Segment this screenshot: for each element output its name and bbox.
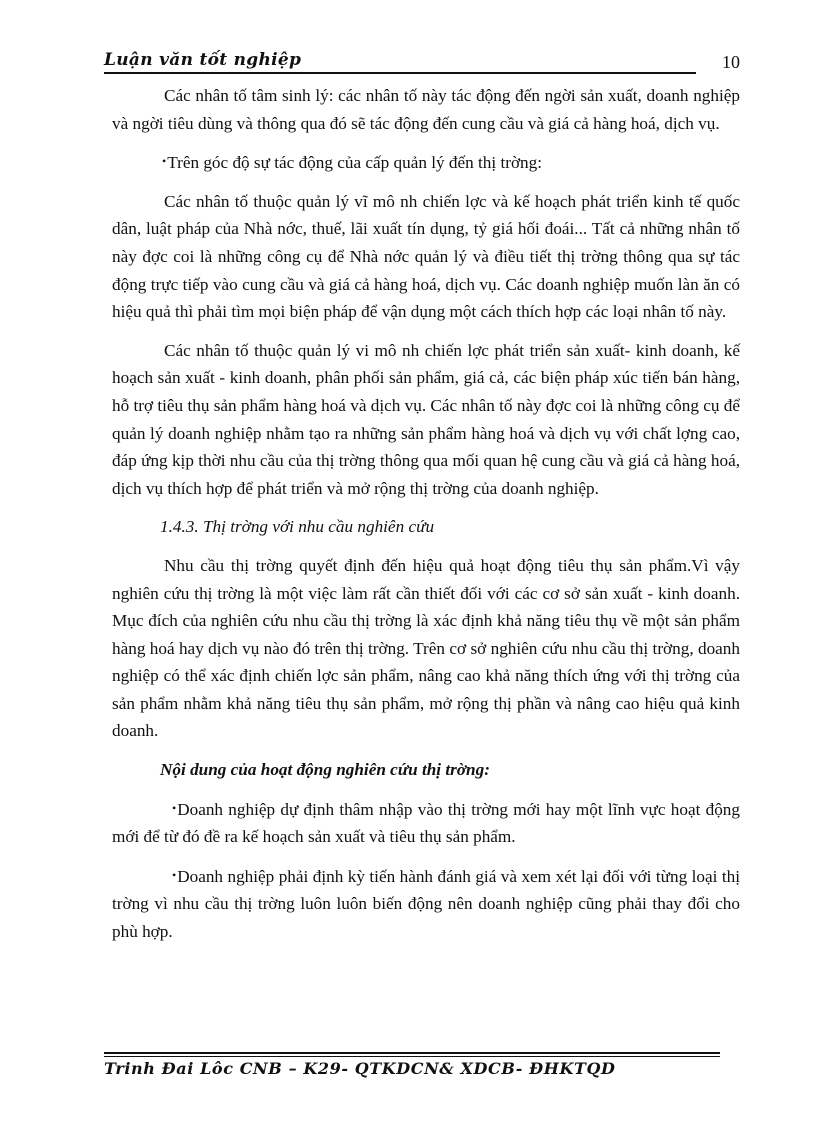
bullet-market-entry: [112, 795, 740, 851]
page-number: 10: [722, 52, 740, 72]
bullet-periodic-evaluation: [112, 862, 740, 946]
research-content-heading: Nội dung của hoạt động nghiên cứu thị trờng:: [160, 760, 490, 780]
paragraph-micro-factors: Các nhân tố thuộc quản lý vi mô nh chiến lợc phát triển sản xuất- kinh doanh, kế hoạch sản xuất - kinh doanh, phân phối sản phẩm, giá cả, các biện pháp xúc tiến bán hàng, hỗ trợ tiêu thụ sản phẩm hàng hoá và dịch vụ. Các nhân tố này đợc coi là những công cụ để quản lý doanh nghiệp nhằm tạo ra những sản phẩm hàng hoá và dịch vụ với chất lợng cao, đáp ứng kịp thời nhu cầu của thị trờng thông qua mối quan hệ cung cầu và giá cả hàng hoá, dịch vụ thích hợp để phát triển và mở rộng thị trờng của doanh nghiệp.: [112, 340, 740, 498]
bullet-icon: •: [162, 154, 167, 169]
section-heading-1-4-3: 1.4.3. Thị trờng với nhu cầu nghiên cứu: [160, 517, 435, 537]
header-rule: [104, 72, 696, 74]
footer-rule-bottom: [104, 1056, 720, 1057]
bullet-management-level: [112, 148, 740, 177]
document-body: [112, 82, 740, 946]
bullet-text: Doanh nghiệp phải định kỳ tiến hành đánh giá và xem xét lại đối với từng loại thị trờng vì nhu cầu thị trờng luôn luôn biến động nên doanh nghiệp cũng phải thay đổi cho phù hợp.: [112, 866, 740, 942]
paragraph-market-research: Nhu cầu thị trờng quyết định đến hiệu quả hoạt động tiêu thụ sản phẩm.Vì vậy nghiên cứu thị trờng là một việc làm rất cần thiết đối với các cơ sở sản xuất - kinh doanh. Mục đích của nghiên cứu nhu cầu thị trờng là xác định khả năng tiêu thụ về một sản phẩm hàng hoá hay dịch vụ nào đó trên thị trờng. Trên cơ sở nghiên cứu nhu cầu thị trờng, doanh nghiệp có thể xác định chiến lợc sản phẩm, nâng cao khả năng thích ứng với thị trờng của sản phẩm nhằm khả năng tiêu thụ sản phẩm, mở rộng thị phần và nâng cao hiệu quả kinh doanh.: [112, 555, 740, 741]
bullet-text: Doanh nghiệp dự định thâm nhập vào thị trờng mới hay một lĩnh vực hoạt động mới để từ đó đề ra kế hoạch sản xuất và tiêu thụ sản phẩm.: [112, 799, 740, 847]
bullet-icon: •: [172, 867, 177, 882]
footer-author-line: Trinh Đai Lôc CNB – K29- QTKDCN& XDCB- ĐHKTQD: [104, 1059, 616, 1078]
paragraph-psychological-factors: Các nhân tố tâm sinh lý: các nhân tố này tác động đến ngời sản xuất, doanh nghiệp và ngời tiêu dùng và thông qua đó sẽ tác động đến cung cầu và giá cả hàng hoá, dịch vụ.: [112, 86, 740, 133]
bullet-text: Trên góc độ sự tác động của cấp quản lý đến thị trờng:: [167, 153, 543, 173]
bullet-icon: •: [172, 800, 177, 815]
header-title: Luận văn tốt nghiệp: [104, 50, 302, 70]
footer-rule-top: [104, 1052, 720, 1054]
paragraph-macro-factors: Các nhân tố thuộc quản lý vĩ mô nh chiến lợc và kế hoạch phát triển kinh tế quốc dân, luật pháp của Nhà nớc, thuế, lãi xuất tín dụng, tỷ giá hối đoái... Tất cả những nhân tố này đợc coi là những công cụ để Nhà nớc quản lý và điều tiết thị trờng thông qua sự tác động trực tiếp vào cung cầu và giá cả hàng hoá, dịch vụ. Các doanh nghiệp muốn làn ăn có hiệu quả thì phải tìm mọi biện pháp để vận dụng một cách thích hợp các loại nhân tố này.: [112, 191, 740, 322]
